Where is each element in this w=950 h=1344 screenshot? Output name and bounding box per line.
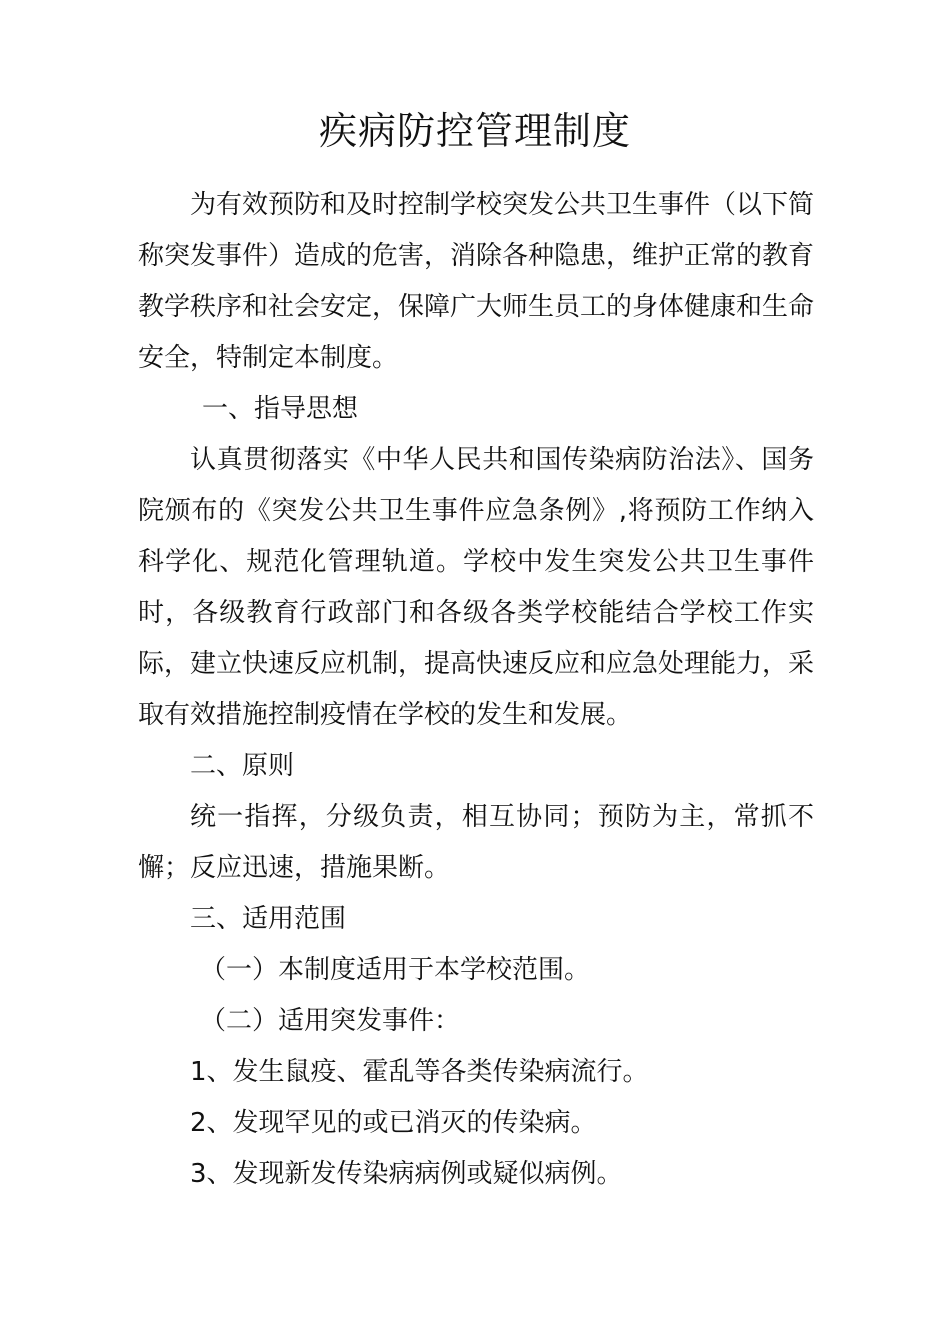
document-title: 疾病防控管理制度 <box>318 109 631 153</box>
emergency-item-1: 1、发生鼠疫、霍乱等各类传染病流行。 <box>190 1057 649 1087</box>
section-heading-guiding-ideology: 一、指导思想 <box>202 394 359 424</box>
section-heading-scope: 三、适用范围 <box>190 904 347 934</box>
intro-paragraph: 为有效预防和及时控制学校突发公共卫生事件（以下简称突发事件）造成的危害，消除各种隐患，维护正常的教育教学秩序和社会安定，保障广大师生员工的身体健康和生命安全，特制定本制度。 <box>138 190 815 373</box>
document-body <box>138 180 814 1200</box>
scope-item-1: （一）本制度适用于本学校范围。 <box>200 955 591 985</box>
emergency-item-2: 2、发现罕见的或已消灭的传染病。 <box>190 1108 597 1138</box>
guiding-ideology-paragraph: 认真贯彻落实《中华人民共和国传染病防治法》、国务院颁布的《突发公共卫生事件应急条例》,将预防工作纳入科学化、规范化管理轨道。学校中发生突发公共卫生事件时，各级教育行政部门和各级各类学校能结合学校工作实际，建立快速反应机制，提高快速反应和应急处理能力，采取有效措施控制疫情在学校的发生和发展。 <box>138 445 815 730</box>
scope-item-2: （二）适用突发事件： <box>200 1006 461 1036</box>
emergency-item-3: 3、发现新发传染病病例或疑似病例。 <box>190 1159 623 1189</box>
section-heading-principles: 二、原则 <box>190 751 295 781</box>
principles-paragraph: 统一指挥，分级负责，相互协同；预防为主，常抓不懈；反应迅速，措施果断。 <box>138 802 814 883</box>
